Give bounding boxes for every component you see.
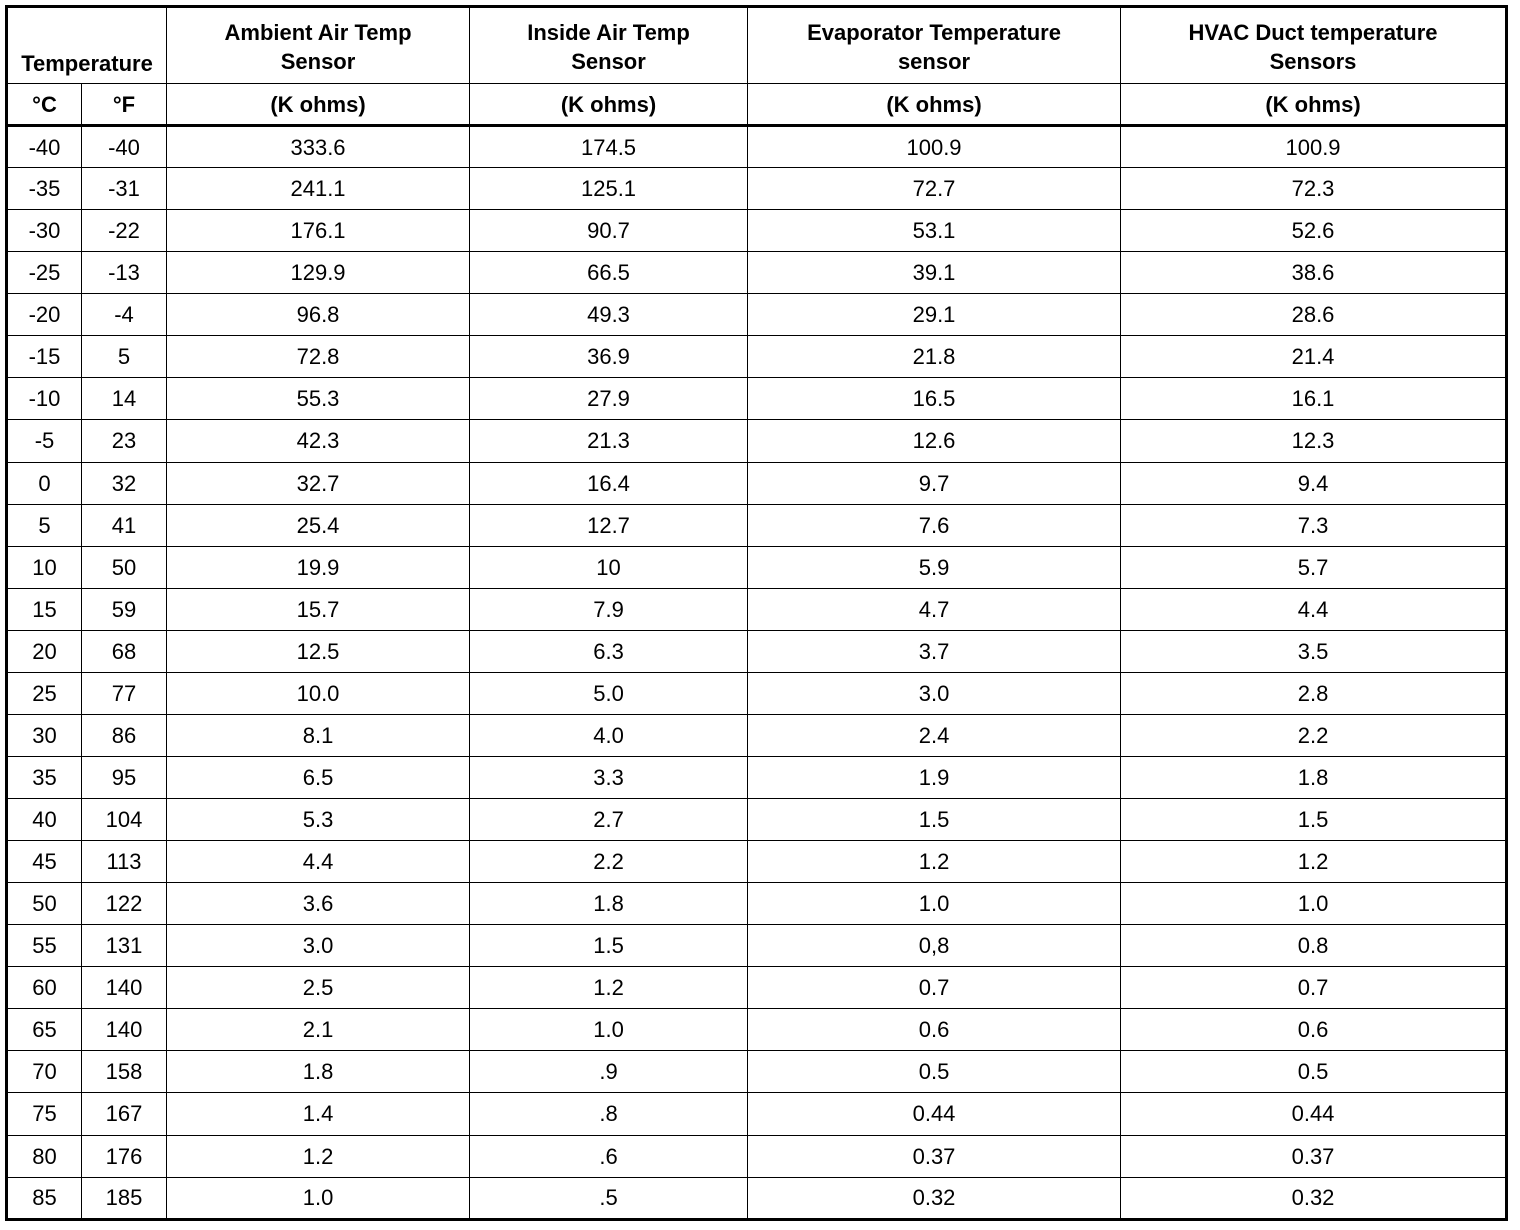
celsius-cell: 20: [7, 630, 82, 672]
inside-value-cell: 12.7: [470, 504, 748, 546]
table-row: [7, 420, 1507, 462]
hvac-duct-value-cell: 1.5: [1121, 799, 1507, 841]
fahrenheit-cell: -40: [82, 126, 167, 168]
hvac-duct-unit-header: (K ohms): [1121, 84, 1507, 126]
table-row: [7, 841, 1507, 883]
celsius-cell: 15: [7, 588, 82, 630]
hvac-duct-value-cell: 21.4: [1121, 336, 1507, 378]
evaporator-temperature-sensor-header: [748, 7, 1121, 84]
header-row-units: [7, 84, 1507, 126]
evaporator-value-cell: 0.44: [748, 1093, 1121, 1135]
inside-value-cell: .5: [470, 1177, 748, 1219]
inside-value-cell: .9: [470, 1051, 748, 1093]
fahrenheit-cell: 104: [82, 799, 167, 841]
evaporator-value-cell: 0.32: [748, 1177, 1121, 1219]
inside-value-cell: 4.0: [470, 714, 748, 756]
evaporator-value-cell: 1.9: [748, 756, 1121, 798]
hvac-duct-value-cell: 0.8: [1121, 925, 1507, 967]
inside-value-cell: 1.5: [470, 925, 748, 967]
celsius-cell: 85: [7, 1177, 82, 1219]
ambient-value-cell: 6.5: [167, 756, 470, 798]
table-row: [7, 1135, 1507, 1177]
inside-value-cell: 7.9: [470, 588, 748, 630]
hvac-duct-value-cell: 9.4: [1121, 462, 1507, 504]
table-row: [7, 378, 1507, 420]
celsius-cell: 0: [7, 462, 82, 504]
table-row: [7, 799, 1507, 841]
ambient-value-cell: 4.4: [167, 841, 470, 883]
evaporator-value-cell: 1.2: [748, 841, 1121, 883]
table-row: [7, 1009, 1507, 1051]
fahrenheit-cell: 140: [82, 967, 167, 1009]
evaporator-value-cell: 1.0: [748, 883, 1121, 925]
header-title-line: Sensors: [1269, 48, 1357, 74]
ambient-unit-header: (K ohms): [167, 84, 470, 126]
evaporator-value-cell: 9.7: [748, 462, 1121, 504]
ambient-value-cell: 176.1: [167, 210, 470, 252]
evaporator-value-cell: 0.5: [748, 1051, 1121, 1093]
celsius-cell: 60: [7, 967, 82, 1009]
table-row: [7, 294, 1507, 336]
fahrenheit-cell: 131: [82, 925, 167, 967]
fahrenheit-cell: 77: [82, 672, 167, 714]
fahrenheit-cell: 95: [82, 756, 167, 798]
fahrenheit-cell: 32: [82, 462, 167, 504]
hvac-duct-value-cell: 16.1: [1121, 378, 1507, 420]
header-title-line: sensor: [897, 48, 971, 74]
fahrenheit-cell: 167: [82, 1093, 167, 1135]
ambient-value-cell: 32.7: [167, 462, 470, 504]
table-row: [7, 883, 1507, 925]
evaporator-value-cell: 0,8: [748, 925, 1121, 967]
ambient-value-cell: 5.3: [167, 799, 470, 841]
celsius-cell: 75: [7, 1093, 82, 1135]
celsius-cell: -30: [7, 210, 82, 252]
ambient-value-cell: 25.4: [167, 504, 470, 546]
hvac-duct-value-cell: 0.5: [1121, 1051, 1507, 1093]
header-title-line: Sensor: [571, 48, 646, 74]
fahrenheit-cell: 59: [82, 588, 167, 630]
inside-value-cell: 1.2: [470, 967, 748, 1009]
evaporator-value-cell: 16.5: [748, 378, 1121, 420]
table-row: [7, 967, 1507, 1009]
evaporator-value-cell: 7.6: [748, 504, 1121, 546]
hvac-duct-value-cell: 28.6: [1121, 294, 1507, 336]
celsius-cell: 55: [7, 925, 82, 967]
inside-value-cell: 5.0: [470, 672, 748, 714]
ambient-value-cell: 10.0: [167, 672, 470, 714]
hvac-duct-value-cell: 7.3: [1121, 504, 1507, 546]
celsius-cell: 40: [7, 799, 82, 841]
celsius-cell: -40: [7, 126, 82, 168]
hvac-duct-value-cell: 12.3: [1121, 420, 1507, 462]
evaporator-value-cell: 100.9: [748, 126, 1121, 168]
fahrenheit-cell: -13: [82, 252, 167, 294]
celsius-cell: 65: [7, 1009, 82, 1051]
table-row: [7, 1177, 1507, 1219]
ambient-value-cell: 19.9: [167, 546, 470, 588]
inside-value-cell: 2.2: [470, 841, 748, 883]
table-row: [7, 336, 1507, 378]
celsius-cell: -15: [7, 336, 82, 378]
hvac-duct-value-cell: 3.5: [1121, 630, 1507, 672]
inside-unit-header: (K ohms): [470, 84, 748, 126]
celsius-cell: 10: [7, 546, 82, 588]
evaporator-value-cell: 1.5: [748, 799, 1121, 841]
inside-value-cell: 174.5: [470, 126, 748, 168]
fahrenheit-cell: 122: [82, 883, 167, 925]
fahrenheit-cell: 14: [82, 378, 167, 420]
ambient-value-cell: 96.8: [167, 294, 470, 336]
ambient-value-cell: 241.1: [167, 168, 470, 210]
ambient-value-cell: 55.3: [167, 378, 470, 420]
ambient-value-cell: 129.9: [167, 252, 470, 294]
evaporator-value-cell: 0.7: [748, 967, 1121, 1009]
fahrenheit-cell: 68: [82, 630, 167, 672]
ambient-value-cell: 12.5: [167, 630, 470, 672]
fahrenheit-cell: 41: [82, 504, 167, 546]
inside-value-cell: 21.3: [470, 420, 748, 462]
fahrenheit-cell: 5: [82, 336, 167, 378]
celsius-cell: 25: [7, 672, 82, 714]
table-row: [7, 588, 1507, 630]
fahrenheit-cell: 140: [82, 1009, 167, 1051]
fahrenheit-cell: -4: [82, 294, 167, 336]
evaporator-value-cell: 21.8: [748, 336, 1121, 378]
celsius-cell: -20: [7, 294, 82, 336]
evaporator-value-cell: 12.6: [748, 420, 1121, 462]
celsius-cell: 50: [7, 883, 82, 925]
table-row: [7, 756, 1507, 798]
inside-air-temp-sensor-header: [470, 7, 748, 84]
table-row: [7, 1093, 1507, 1135]
header-title-line: Sensor: [280, 48, 356, 74]
header-row-titles: [7, 7, 1507, 84]
table-row: [7, 462, 1507, 504]
inside-value-cell: .8: [470, 1093, 748, 1135]
hvac-duct-value-cell: 5.7: [1121, 546, 1507, 588]
hvac-duct-value-cell: 0.37: [1121, 1135, 1507, 1177]
ambient-value-cell: 3.0: [167, 925, 470, 967]
inside-value-cell: 1.8: [470, 883, 748, 925]
header-title-line: Evaporator Temperature: [807, 19, 1061, 45]
table-row: [7, 126, 1507, 168]
evaporator-value-cell: 29.1: [748, 294, 1121, 336]
celsius-cell: 45: [7, 841, 82, 883]
fahrenheit-cell: -31: [82, 168, 167, 210]
hvac-duct-temperature-sensors-header: [1121, 7, 1507, 84]
inside-value-cell: 3.3: [470, 756, 748, 798]
table-body: [7, 126, 1507, 1220]
evaporator-value-cell: 0.6: [748, 1009, 1121, 1051]
hvac-duct-value-cell: 52.6: [1121, 210, 1507, 252]
table-row: [7, 714, 1507, 756]
hvac-duct-value-cell: 2.8: [1121, 672, 1507, 714]
evaporator-value-cell: 39.1: [748, 252, 1121, 294]
fahrenheit-cell: -22: [82, 210, 167, 252]
ambient-value-cell: 1.8: [167, 1051, 470, 1093]
celsius-cell: 30: [7, 714, 82, 756]
fahrenheit-cell: 23: [82, 420, 167, 462]
header-title-line: Inside Air Temp: [527, 19, 690, 45]
ambient-value-cell: 72.8: [167, 336, 470, 378]
table-row: [7, 252, 1507, 294]
celsius-cell: -25: [7, 252, 82, 294]
fahrenheit-cell: 158: [82, 1051, 167, 1093]
hvac-duct-value-cell: 0.32: [1121, 1177, 1507, 1219]
celsius-cell: 35: [7, 756, 82, 798]
table-row: [7, 1051, 1507, 1093]
inside-value-cell: 49.3: [470, 294, 748, 336]
temperature-header: Temperature: [7, 7, 167, 84]
evaporator-value-cell: 5.9: [748, 546, 1121, 588]
ambient-value-cell: 2.1: [167, 1009, 470, 1051]
celsius-cell: -10: [7, 378, 82, 420]
fahrenheit-cell: 113: [82, 841, 167, 883]
inside-value-cell: 6.3: [470, 630, 748, 672]
evaporator-unit-header: (K ohms): [748, 84, 1121, 126]
inside-value-cell: 27.9: [470, 378, 748, 420]
inside-value-cell: 1.0: [470, 1009, 748, 1051]
inside-value-cell: 36.9: [470, 336, 748, 378]
table-row: [7, 546, 1507, 588]
evaporator-value-cell: 0.37: [748, 1135, 1121, 1177]
celsius-cell: 80: [7, 1135, 82, 1177]
evaporator-value-cell: 72.7: [748, 168, 1121, 210]
ambient-value-cell: 333.6: [167, 126, 470, 168]
ambient-value-cell: 3.6: [167, 883, 470, 925]
evaporator-value-cell: 2.4: [748, 714, 1121, 756]
sensor-resistance-table: [5, 5, 1508, 1221]
ambient-air-temp-sensor-header: [167, 7, 470, 84]
hvac-duct-value-cell: 1.2: [1121, 841, 1507, 883]
table-row: [7, 672, 1507, 714]
table-row: [7, 925, 1507, 967]
inside-value-cell: 2.7: [470, 799, 748, 841]
celsius-header: °C: [7, 84, 82, 126]
fahrenheit-cell: 50: [82, 546, 167, 588]
fahrenheit-header: °F: [82, 84, 167, 126]
ambient-value-cell: 1.4: [167, 1093, 470, 1135]
evaporator-value-cell: 4.7: [748, 588, 1121, 630]
ambient-value-cell: 15.7: [167, 588, 470, 630]
celsius-cell: 70: [7, 1051, 82, 1093]
ambient-value-cell: 8.1: [167, 714, 470, 756]
ambient-value-cell: 1.2: [167, 1135, 470, 1177]
hvac-duct-value-cell: 1.8: [1121, 756, 1507, 798]
evaporator-value-cell: 53.1: [748, 210, 1121, 252]
hvac-duct-value-cell: 4.4: [1121, 588, 1507, 630]
celsius-cell: -35: [7, 168, 82, 210]
header-title-line: Ambient Air Temp: [224, 19, 412, 45]
hvac-duct-value-cell: 0.7: [1121, 967, 1507, 1009]
inside-value-cell: .6: [470, 1135, 748, 1177]
header-title-line: HVAC Duct temperature: [1188, 19, 1438, 45]
table-row: [7, 630, 1507, 672]
table-row: [7, 210, 1507, 252]
table-row: [7, 504, 1507, 546]
hvac-duct-value-cell: 0.6: [1121, 1009, 1507, 1051]
hvac-duct-value-cell: 100.9: [1121, 126, 1507, 168]
fahrenheit-cell: 86: [82, 714, 167, 756]
celsius-cell: 5: [7, 504, 82, 546]
hvac-duct-value-cell: 38.6: [1121, 252, 1507, 294]
fahrenheit-cell: 185: [82, 1177, 167, 1219]
celsius-cell: -5: [7, 420, 82, 462]
inside-value-cell: 16.4: [470, 462, 748, 504]
hvac-duct-value-cell: 1.0: [1121, 883, 1507, 925]
fahrenheit-cell: 176: [82, 1135, 167, 1177]
inside-value-cell: 125.1: [470, 168, 748, 210]
ambient-value-cell: 42.3: [167, 420, 470, 462]
ambient-value-cell: 1.0: [167, 1177, 470, 1219]
inside-value-cell: 66.5: [470, 252, 748, 294]
hvac-duct-value-cell: 0.44: [1121, 1093, 1507, 1135]
hvac-duct-value-cell: 2.2: [1121, 714, 1507, 756]
ambient-value-cell: 2.5: [167, 967, 470, 1009]
inside-value-cell: 90.7: [470, 210, 748, 252]
evaporator-value-cell: 3.7: [748, 630, 1121, 672]
table-row: [7, 168, 1507, 210]
hvac-duct-value-cell: 72.3: [1121, 168, 1507, 210]
inside-value-cell: 10: [470, 546, 748, 588]
evaporator-value-cell: 3.0: [748, 672, 1121, 714]
